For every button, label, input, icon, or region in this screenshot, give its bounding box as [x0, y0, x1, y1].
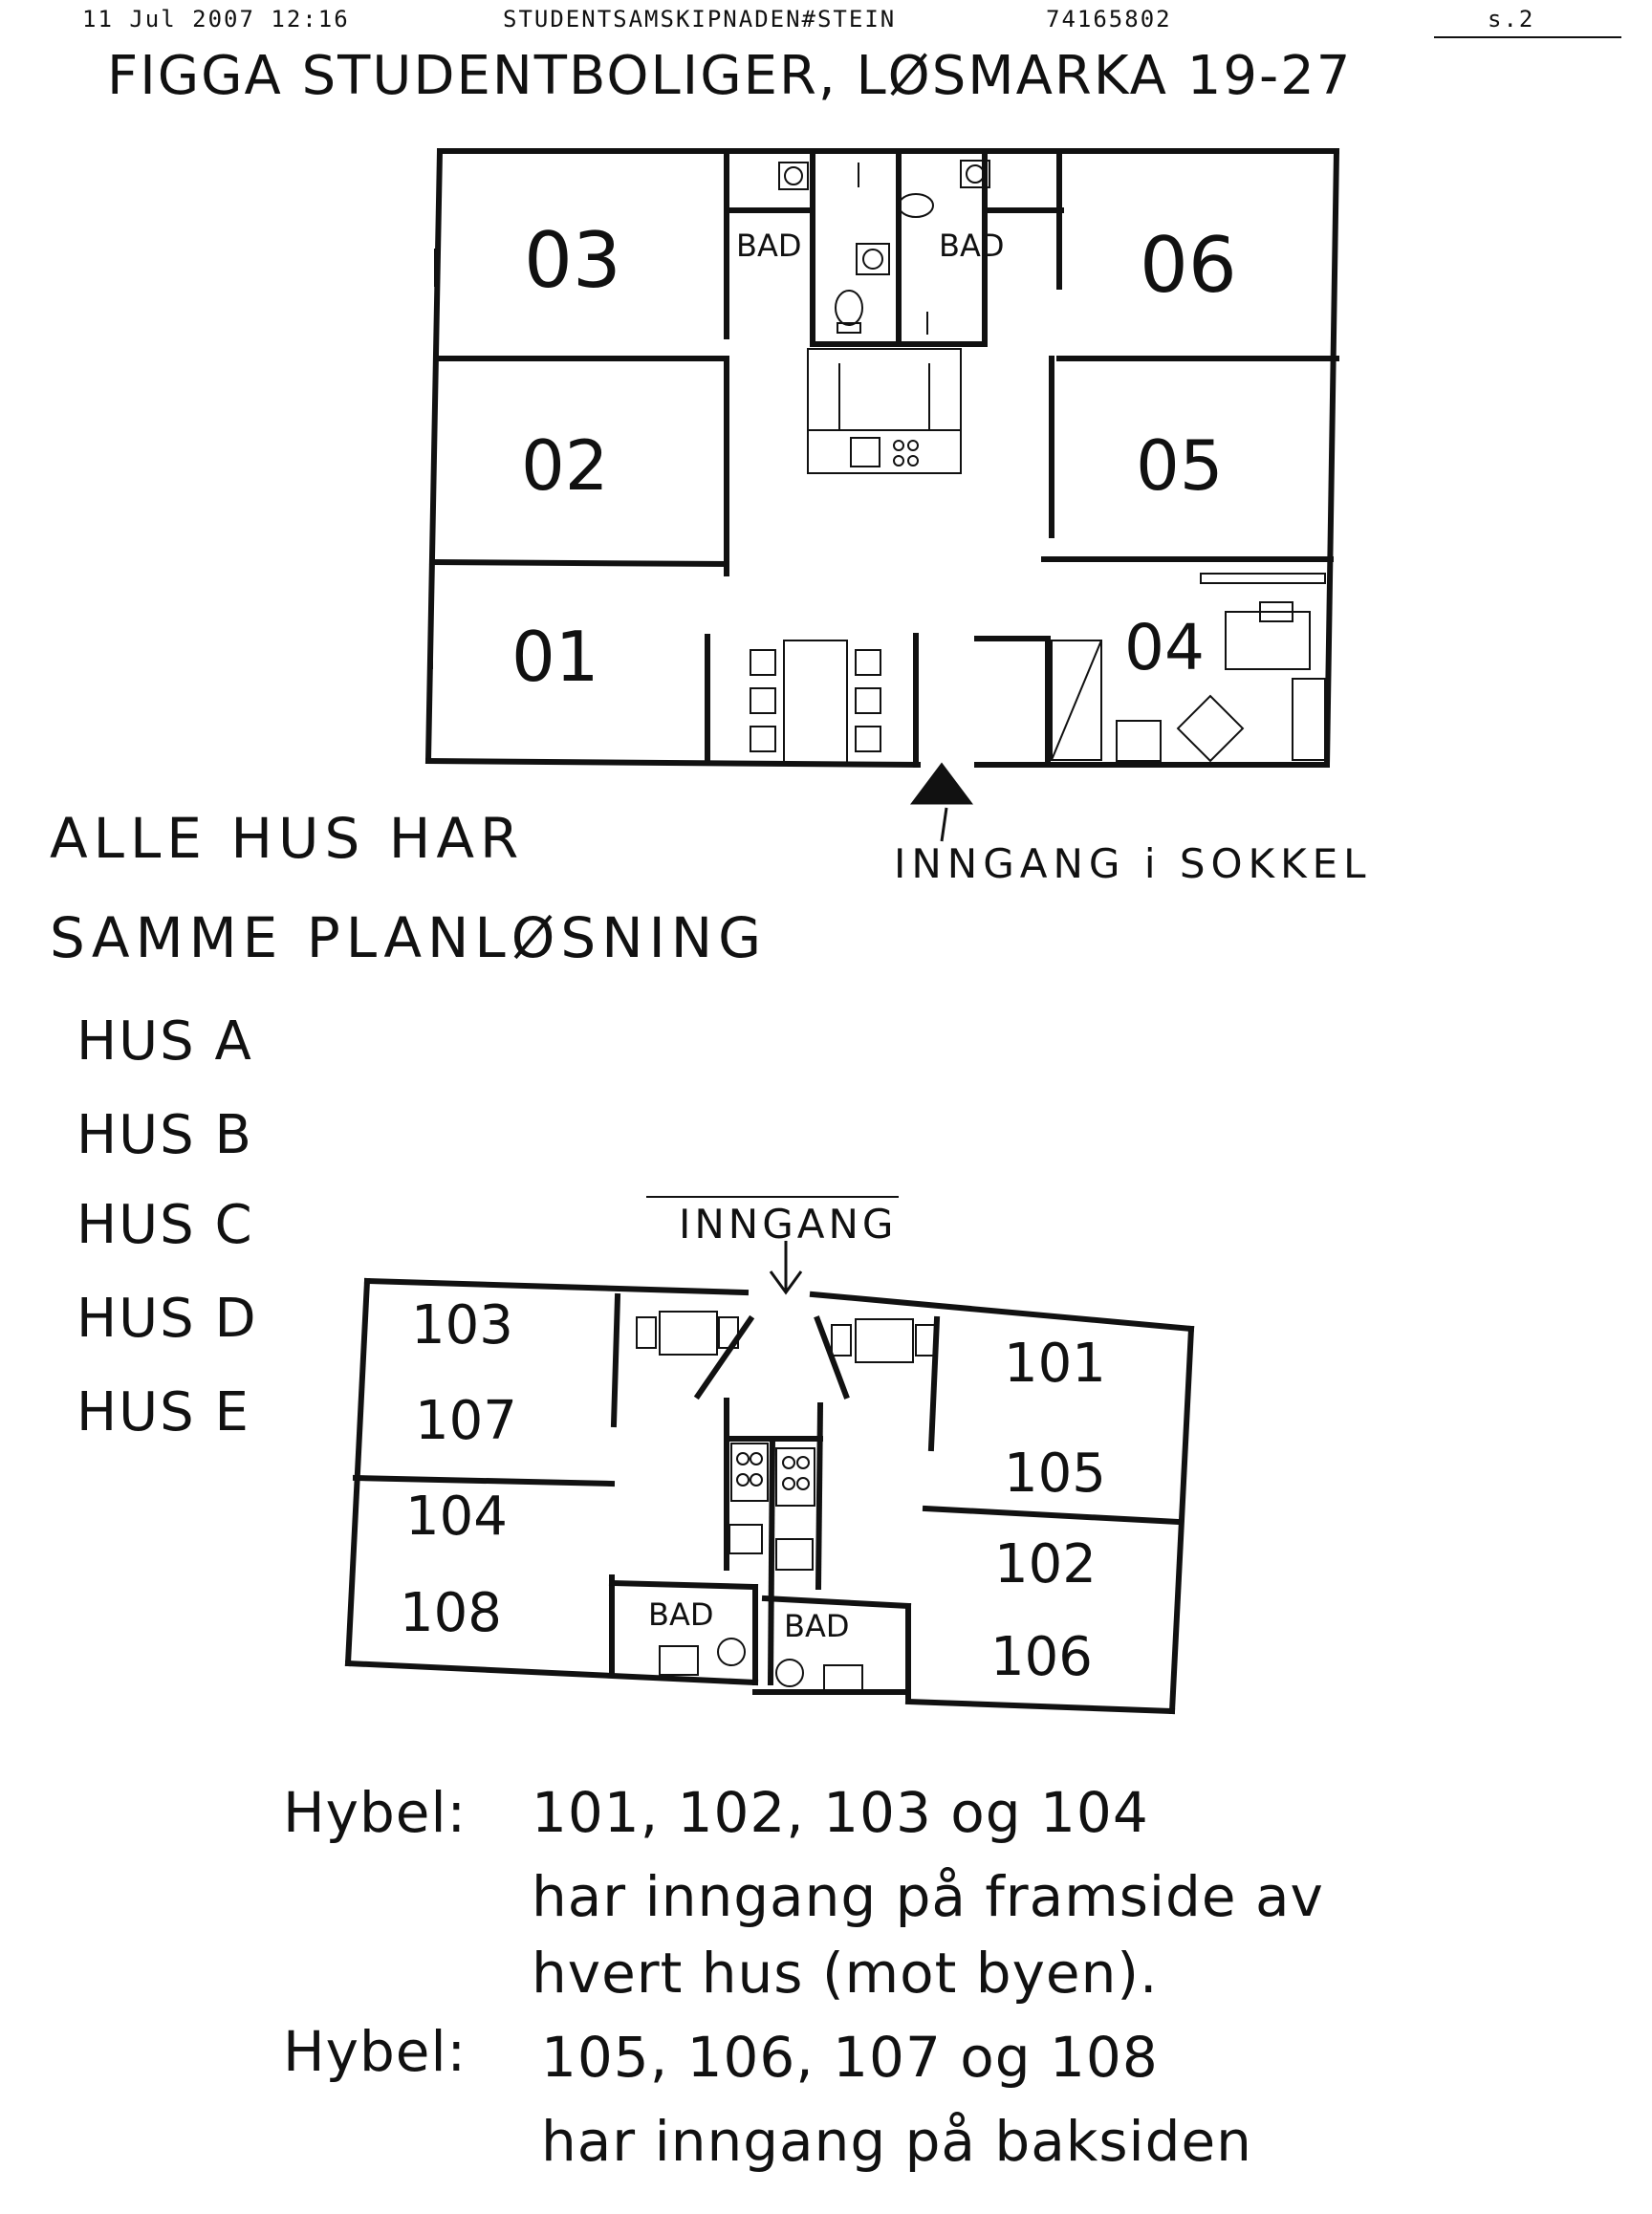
entrance-label: INNGANG	[679, 1201, 898, 1248]
bath-label-lower-right: BAD	[784, 1608, 850, 1644]
page-title: FIGGA STUDENTBOLIGER, LØSMARKA 19-27	[107, 45, 1353, 107]
note-front-rooms: 101, 102, 103 og 104	[532, 1780, 1149, 1845]
room-03: 03	[524, 216, 621, 305]
house-a: HUS A	[76, 1010, 253, 1073]
room-02: 02	[521, 425, 609, 506]
room-101: 101	[1004, 1333, 1106, 1395]
house-d: HUS D	[76, 1288, 258, 1350]
note-back-label: Hybel:	[283, 2019, 467, 2084]
note-front-text-2: hvert hus (mot byen).	[532, 1941, 1159, 2006]
room-01: 01	[511, 617, 599, 697]
room-108: 108	[400, 1582, 502, 1644]
room-103: 103	[411, 1294, 513, 1357]
house-c: HUS C	[76, 1194, 254, 1256]
bath-label-right: BAD	[939, 228, 1005, 264]
entrance-basement-label: INNGANG i SOKKEL	[894, 840, 1372, 887]
room-05: 05	[1136, 425, 1224, 506]
room-105: 105	[1004, 1443, 1106, 1505]
same-layout-line-1: ALLE HUS HAR	[50, 806, 525, 871]
bath-label-left: BAD	[736, 228, 802, 264]
bath-label-lower-left: BAD	[648, 1596, 714, 1633]
room-104: 104	[405, 1486, 508, 1548]
fax-date: 11 Jul 2007 12:16	[82, 6, 350, 33]
house-b: HUS B	[76, 1104, 253, 1166]
house-e: HUS E	[76, 1381, 250, 1443]
fax-number: 74165802	[1046, 6, 1172, 33]
fax-page: s.2	[1488, 6, 1535, 33]
note-back-text: har inngang på baksiden	[541, 2109, 1252, 2174]
room-107: 107	[415, 1390, 517, 1452]
note-front-text-1: har inngang på framside av	[532, 1864, 1324, 1929]
room-06: 06	[1140, 221, 1237, 310]
same-layout-line-2: SAMME PLANLØSNING	[50, 905, 768, 970]
note-back-rooms: 105, 106, 107 og 108	[541, 2025, 1159, 2090]
room-102: 102	[994, 1533, 1097, 1595]
note-front-label: Hybel:	[283, 1780, 467, 1845]
fax-sender: STUDENTSAMSKIPNADEN#STEIN	[503, 6, 897, 33]
room-04: 04	[1124, 611, 1205, 684]
room-106: 106	[990, 1626, 1093, 1688]
